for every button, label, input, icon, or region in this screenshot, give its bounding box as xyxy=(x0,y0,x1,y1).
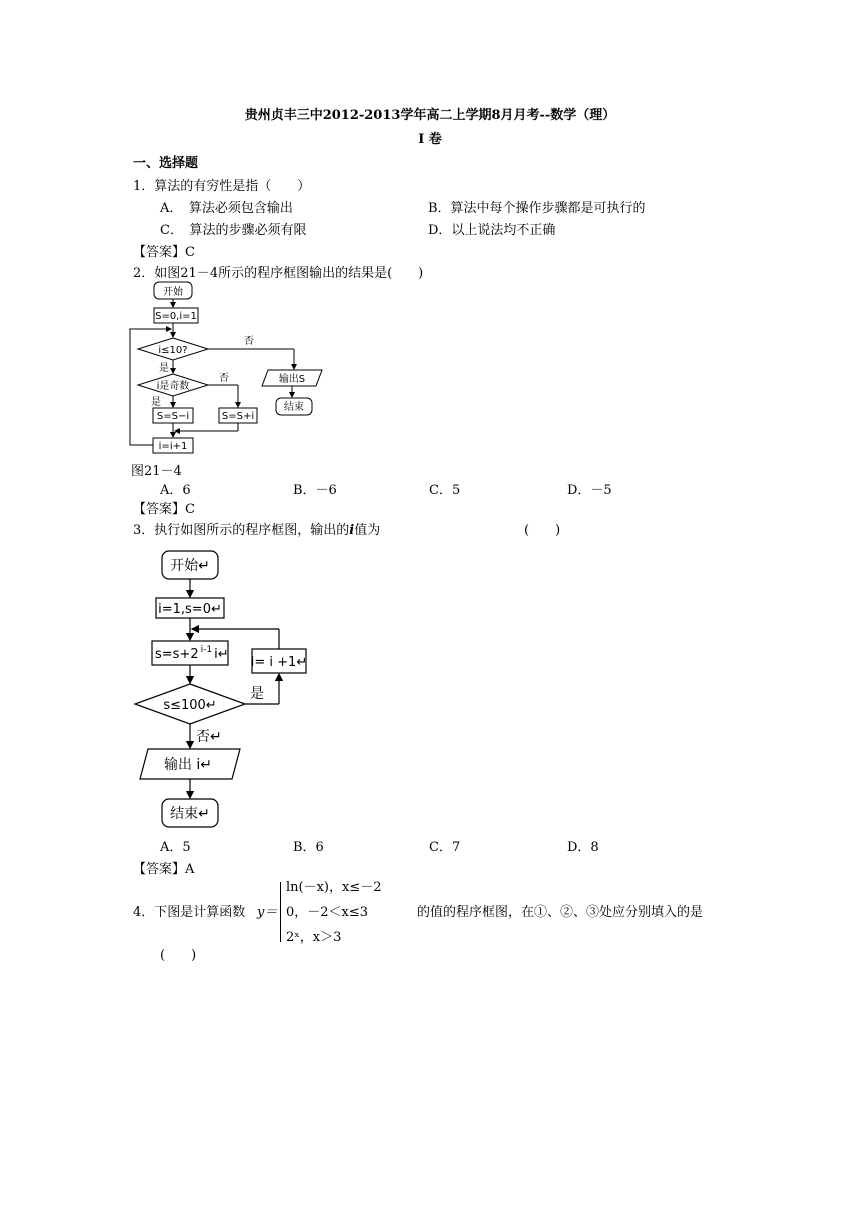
q3-stem xyxy=(133,523,380,539)
q3-assign-tail: i↵ xyxy=(214,647,229,662)
q2-add-label: S=S+i xyxy=(221,411,255,422)
q3-option-b: B．6 xyxy=(293,840,324,855)
q3-start-label: 开始↵ xyxy=(170,558,210,574)
q4-stem-prefix: 4．下图是计算函数 xyxy=(133,905,246,920)
q3-answer: 【答案】A xyxy=(133,862,195,877)
q3-assign-label xyxy=(155,645,229,662)
q2-yes1-label: 是 xyxy=(159,363,169,374)
q3-stem-suffix: 值为 xyxy=(354,523,381,538)
q2-option-c: C．5 xyxy=(429,483,461,498)
q3-assign-exponent: i-1 xyxy=(200,645,213,655)
q4-paren: ( ) xyxy=(160,948,197,963)
q2-sub-label: S=S−i xyxy=(156,411,190,422)
q3-assign-base: s=s+2 xyxy=(155,647,199,662)
q3-option-c: C．7 xyxy=(429,840,461,855)
q2-start-label: 开始 xyxy=(163,287,183,298)
q3-init-label: i=1,s=0↵ xyxy=(158,602,222,617)
q2-option-d: D．－5 xyxy=(567,483,612,498)
q2-condition2-label: i是奇数 xyxy=(156,381,190,392)
q1-answer: 【答案】C xyxy=(133,245,195,260)
q2-end-label: 结束 xyxy=(284,402,304,413)
q3-output-label: 输出 i↵ xyxy=(163,757,213,773)
q3-yes-label: 是 xyxy=(250,686,264,702)
q2-yes2-label: 是 xyxy=(151,397,161,408)
q1-option-b: B．算法中每个操作步骤都是可执行的 xyxy=(428,201,646,216)
q2-init-label: S=0,i=1 xyxy=(155,311,197,322)
q2-option-b: B．－6 xyxy=(293,483,337,498)
q2-output-label: 输出S xyxy=(278,374,306,385)
q4-case-3: 2ˣ，x＞3 xyxy=(286,930,342,945)
q2-stem: 2．如图21－4所示的程序框图输出的结果是( ) xyxy=(133,266,424,281)
section-heading: 一、选择题 xyxy=(133,156,199,171)
q3-condition-label: s≤100↵ xyxy=(163,698,217,713)
q2-no1-label: 否 xyxy=(244,336,254,347)
q3-option-d: D．8 xyxy=(567,840,599,855)
volume-label: I 卷 xyxy=(418,132,442,147)
q1-option-a: A． 算法必须包含输出 xyxy=(160,201,293,216)
q2-option-a: A．6 xyxy=(160,483,191,498)
q2-condition1-label: i≤10? xyxy=(158,345,188,356)
q1-option-d: D．以上说法均不正确 xyxy=(428,223,556,238)
q1-stem: 1．算法的有穷性是指（ ） xyxy=(133,179,311,194)
q2-answer: 【答案】C xyxy=(133,502,195,517)
q3-stem-var: i xyxy=(349,523,355,538)
q4-case-2: 0，－2＜x≤3 xyxy=(286,905,369,920)
q3-no-label: 否↵ xyxy=(196,729,222,745)
q3-end-label: 结束↵ xyxy=(170,806,210,822)
q2-inc-label: i=i+1 xyxy=(158,441,188,452)
q3-option-a: A．5 xyxy=(160,840,191,855)
q4-case-1: ln(－x)，x≤－2 xyxy=(286,880,382,895)
q2-flowchart xyxy=(126,280,356,460)
q2-no2-label: 否 xyxy=(219,373,229,384)
document-title: 贵州贞丰三中2012-2013学年高二上学期8月月考--数学（理） xyxy=(244,108,616,123)
q3-stem-prefix: 3．执行如图所示的程序框图，输出的 xyxy=(133,523,350,538)
q4-stem-suffix: 的值的程序框图，在①、②、③处应分别填入的是 xyxy=(417,905,704,920)
q3-inc-label: i= i +1↵ xyxy=(250,655,308,670)
q4-function-name: y＝ xyxy=(257,905,278,920)
q1-option-c: C． 算法的步骤必须有限 xyxy=(160,223,307,238)
q2-caption: 图21－4 xyxy=(131,464,182,479)
q4-brace xyxy=(280,882,285,942)
q3-flowchart xyxy=(130,545,330,835)
q3-paren: ( ) xyxy=(524,523,561,538)
